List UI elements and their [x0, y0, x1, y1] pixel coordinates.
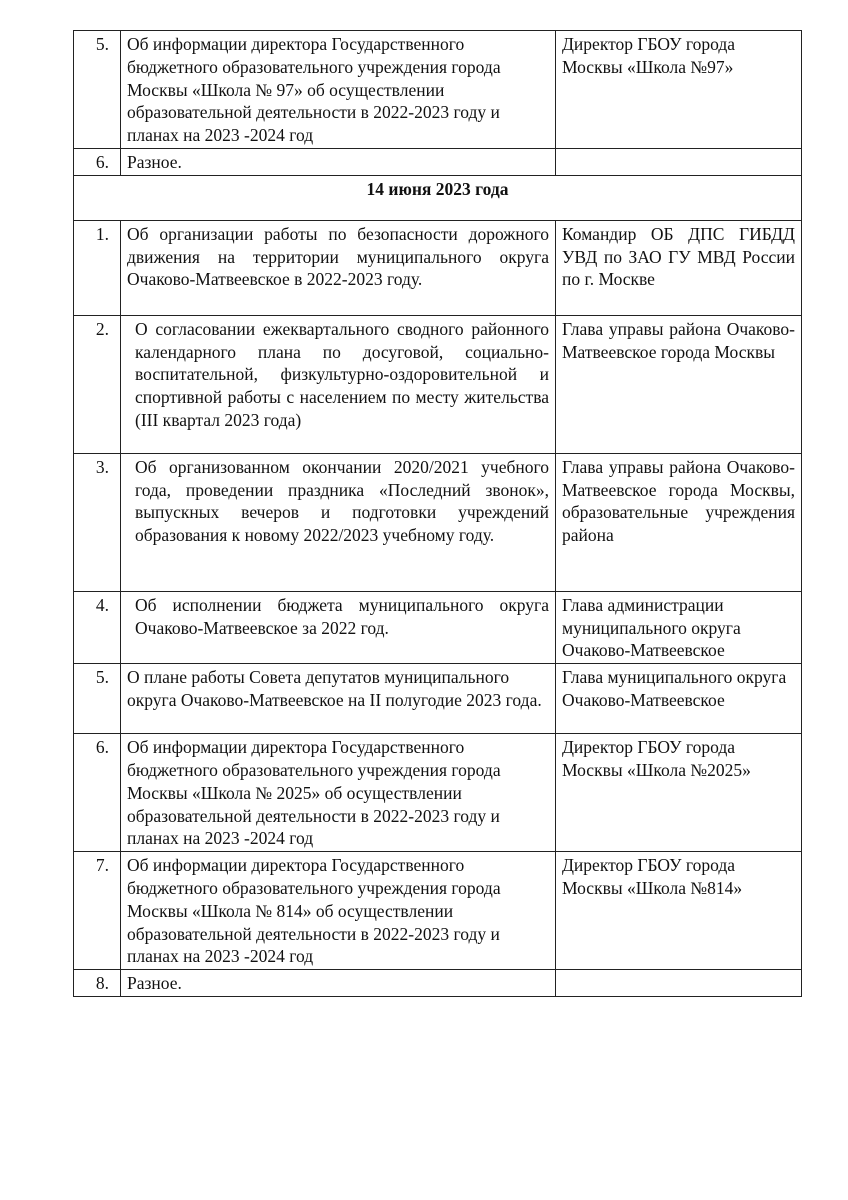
table-row — [74, 664, 802, 734]
item-topic: О плане работы Совета депутатов муниципального округа Очаково-Матвеевское на II полугодие 2023 года. — [121, 664, 556, 734]
item-responsible: Глава управы района Очаково-Матвеевское города Москвы — [556, 315, 802, 453]
agenda-table — [73, 30, 802, 997]
table-row — [74, 220, 802, 315]
item-topic: Об информации директора Государственного бюджетного образовательного учреждения города Москвы «Школа № 2025» об осуществлении образовательной деятельности в 2022-2023 году и планах на 2023 -2024 год — [121, 734, 556, 852]
item-responsible: Глава муниципального округа Очаково-Матвеевское — [556, 664, 802, 734]
item-topic: Об организации работы по безопасности дорожного движения на территории муниципального округа Очаково-Матвеевское в 2022-2023 году. — [121, 220, 556, 315]
item-number: 8. — [74, 970, 121, 997]
table-row — [74, 970, 802, 997]
item-number: 1. — [74, 220, 121, 315]
item-topic: Разное. — [121, 149, 556, 176]
item-topic: Об организованном окончании 2020/2021 учебного года, проведении праздника «Последний звонок», выпускных вечеров и подготовки учреждений образования к новому 2022/2023 учебному году. — [121, 453, 556, 591]
item-number: 5. — [74, 664, 121, 734]
item-number: 4. — [74, 591, 121, 663]
item-responsible: Глава администрации муниципального округа Очаково-Матвеевское — [556, 591, 802, 663]
item-topic: Об информации директора Государственного бюджетного образовательного учреждения города Москвы «Школа № 814» об осуществлении образовательной деятельности в 2022-2023 году и планах на 2023 -2024 год — [121, 852, 556, 970]
table-row — [74, 149, 802, 176]
item-number: 3. — [74, 453, 121, 591]
table-row — [74, 734, 802, 852]
table-row — [74, 453, 802, 591]
item-number: 6. — [74, 149, 121, 176]
item-responsible: Директор ГБОУ города Москвы «Школа №814» — [556, 852, 802, 970]
item-number: 5. — [74, 31, 121, 149]
item-responsible: Директор ГБОУ города Москвы «Школа №2025» — [556, 734, 802, 852]
item-topic: Разное. — [121, 970, 556, 997]
table-row — [74, 31, 802, 149]
item-number: 7. — [74, 852, 121, 970]
table-row — [74, 315, 802, 453]
item-responsible — [556, 970, 802, 997]
date-heading: 14 июня 2023 года — [74, 175, 802, 220]
item-responsible: Директор ГБОУ города Москвы «Школа №97» — [556, 31, 802, 149]
table-row — [74, 591, 802, 663]
item-responsible: Глава управы района Очаково-Матвеевское города Москвы, образовательные учреждения района — [556, 453, 802, 591]
item-topic: Об информации директора Государственного бюджетного образовательного учреждения города Москвы «Школа № 97» об осуществлении образовательной деятельности в 2022-2023 году и планах на 2023 -2024 год — [121, 31, 556, 149]
item-topic: О согласовании ежеквартального сводного районного календарного плана по досуговой, социально-воспитательной, физкультурно-оздоровительной и спортивной работы с населением по месту жительства (III квартал 2023 года) — [121, 315, 556, 453]
item-number: 6. — [74, 734, 121, 852]
item-responsible: Командир ОБ ДПС ГИБДД УВД по ЗАО ГУ МВД России по г. Москве — [556, 220, 802, 315]
item-topic: Об исполнении бюджета муниципального округа Очаково-Матвеевское за 2022 год. — [121, 591, 556, 663]
item-responsible — [556, 149, 802, 176]
date-heading-row — [74, 175, 802, 220]
item-number: 2. — [74, 315, 121, 453]
table-row — [74, 852, 802, 970]
